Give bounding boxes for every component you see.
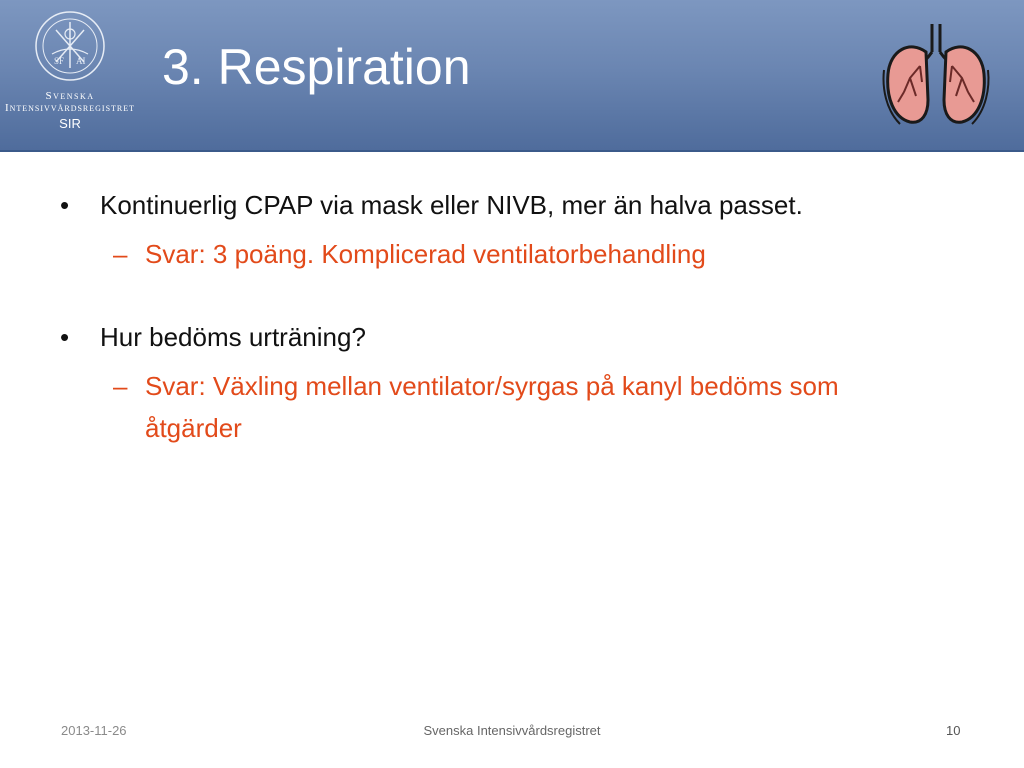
- sir-logo: [0, 2, 140, 148]
- bullet-item: [60, 322, 366, 353]
- bullet-item: [60, 190, 803, 221]
- sub-bullet-symbol: –: [113, 371, 128, 401]
- logo-text-line1: Svenska: [45, 90, 95, 102]
- answer-text: Svar: Växling mellan ventilator/syrgas på kanyl bedöms som åtgärder: [145, 371, 839, 443]
- bullet-symbol: •: [60, 322, 70, 352]
- slide-title: 3. Respiration: [162, 39, 471, 95]
- footer-date: 2013-11-26: [61, 723, 127, 738]
- answer-text: Svar: 3 poäng. Komplicerad ventilatorbehandling: [145, 239, 706, 269]
- page-number: 10: [946, 723, 961, 738]
- slide-header: [0, 0, 1024, 152]
- answer-item: [113, 234, 935, 276]
- svg-text:SF: SF: [54, 56, 65, 66]
- svg-text:AI: AI: [76, 56, 86, 66]
- lungs-icon: [880, 22, 992, 130]
- answer-item: [113, 366, 935, 449]
- logo-text-line2: Intensivvårdsregistret: [4, 102, 136, 114]
- sir-emblem-icon: [32, 8, 108, 88]
- bullet-text: Kontinuerlig CPAP via mask eller NIVB, mer än halva passet.: [100, 190, 803, 220]
- sub-bullet-symbol: –: [113, 239, 128, 269]
- bullet-symbol: •: [60, 190, 70, 220]
- logo-text-line3: SIR: [59, 116, 81, 131]
- bullet-text: Hur bedöms urträning?: [100, 322, 366, 352]
- footer-organization: Svenska Intensivvårdsregistret: [423, 723, 601, 738]
